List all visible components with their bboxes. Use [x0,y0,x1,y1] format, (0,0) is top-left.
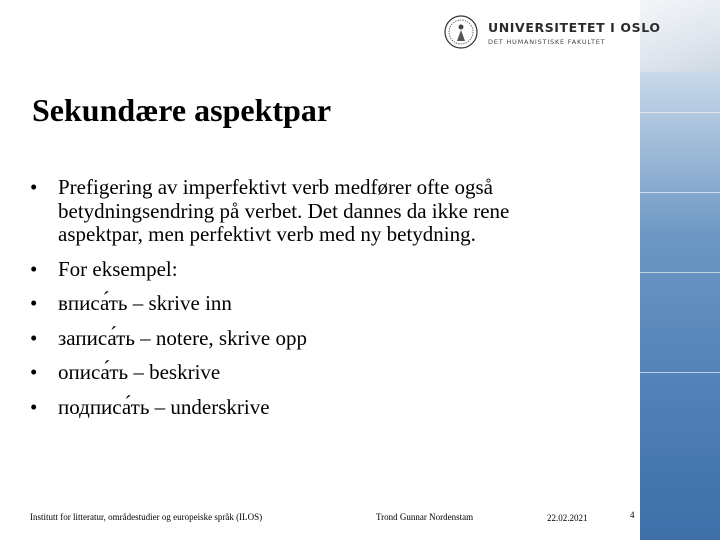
university-logo [444,15,661,55]
faculty-name: DET HUMANISTISKE FAKULTET [488,38,606,46]
university-name: UNIVERSITETET I OSLO [488,20,661,35]
slide-title: Sekundære aspektpar [32,92,332,128]
decorative-side-strip [640,0,720,540]
bullet-item: • описа́ть – beskrive [30,361,590,385]
decorative-statue-image [640,0,720,72]
bullet-item: • For eksempel: [30,258,590,282]
footer-author: Trond Gunnar Nordenstam [376,512,474,522]
decorative-blue-panel [640,72,720,540]
bullet-item: • вписа́ть – skrive inn [30,292,590,316]
bullet-list [30,176,590,430]
footer-date: 22.02.2021 [547,513,588,523]
bullet-item: • записа́ть – notere, skrive opp [30,327,590,351]
bullet-item: • Prefigering av imperfektivt verb medfører ofte også betydningsendring på verbet. Det dannes da ikke rene aspektpar, men perfektivt verb med ny betydning. [30,176,590,247]
footer-institute: Institutt for litteratur, områdestudier og europeiske språk (ILOS) [30,512,263,522]
bullet-item: • подписа́ть – underskrive [30,396,590,420]
university-seal-icon [444,15,478,49]
page-number: 4 [630,510,635,520]
